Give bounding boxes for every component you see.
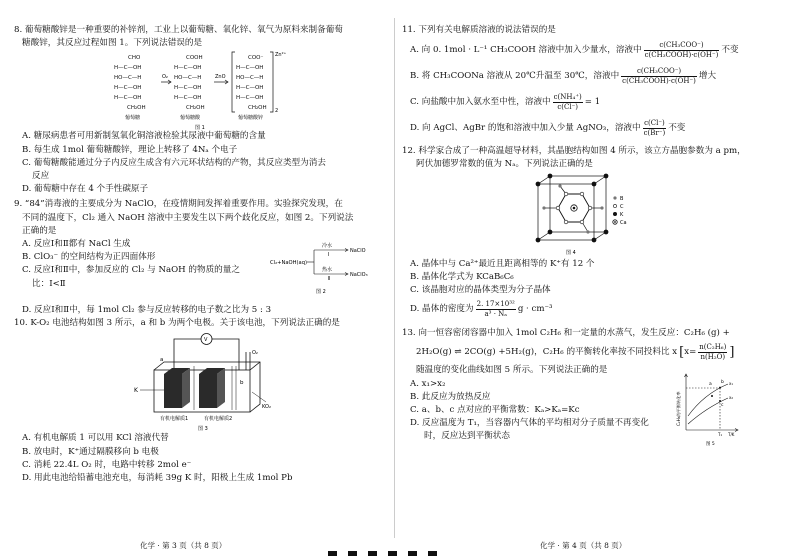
fig3-ko2: KO₂ — [262, 404, 271, 411]
q11-c-denominator: c(Cl⁻) — [557, 102, 579, 111]
separator-mark — [328, 551, 337, 556]
q9-options-and-figure — [14, 238, 386, 304]
fig2-reaction-2: Ⅱ — [328, 276, 331, 283]
figure-1 — [14, 50, 386, 130]
q11-a-text: A. 向 0. 1mol · L⁻¹ CH₃COOH 溶液中加入少量水，溶液中 — [410, 44, 642, 55]
fig2-product-1: NaClO — [350, 248, 366, 255]
column-divider — [394, 18, 395, 538]
q11-d-text: D. 向 AgCl、AgBr 的饱和溶液中加入少量 AgNO₃，溶液中 — [410, 122, 641, 133]
q12-option-a: A. 晶体中与 Ca²⁺最近且距离相等的 K⁺有 12 个 — [410, 258, 595, 269]
q12-d-post: g · cm⁻³ — [517, 303, 553, 314]
fig2-hot-water: 热水 — [322, 267, 333, 274]
q13-stem-line1: 13. 向一恒容密闭容器中加入 1mol C₂H₆ 和一定量的水蒸气，发生反应：C₂H₆ (g) + — [402, 328, 730, 339]
q13-options-and-figure — [402, 378, 782, 458]
q10-option-d: D. 用此电池给铅蓄电池充电，每消耗 39g K 时，阳极上生成 1mol Pb — [22, 473, 293, 484]
q11-b-post: 增大 — [698, 70, 717, 81]
fig3-o2: O₂ — [252, 350, 258, 357]
q11-d-post: 不变 — [668, 122, 686, 133]
q8-option-c-line2: 反应 — [32, 171, 50, 182]
q13-option-b: B. 此反应为放热反应 — [410, 391, 491, 402]
q12-option-b: B. 晶体化学式为 KCaB₆C₆ — [410, 271, 514, 282]
fig3-k: K — [134, 387, 138, 395]
figure-5 — [676, 368, 746, 446]
q12-d-text: D. 晶体的密度为 — [410, 303, 474, 314]
q13-bracket-close: ] — [729, 344, 735, 360]
fig5-ylabel: C₂H₆的平衡转化率 — [676, 391, 681, 426]
q11-option-d — [410, 115, 782, 141]
q11-a-numerator: c(CH₃COO⁻) — [644, 41, 720, 51]
fig1-label-glucose: 葡萄糖 — [125, 115, 141, 122]
q13-option-d-line1: D. 反应温度为 T₁，当容器内气体的平均相对分子质量不再变化 — [410, 418, 649, 429]
q9-option-c-line1: C. 反应Ⅰ和Ⅱ中，参加反应的 Cl₂ 与 NaOH 的物质的量之 — [22, 265, 240, 276]
fig4-legend-ca: Ca — [620, 219, 627, 226]
svg-text:COO⁻: COO⁻ — [248, 55, 264, 62]
svg-text:H—C—OH: H—C—OH — [236, 85, 264, 92]
fig3-electrode-b: b — [240, 380, 244, 387]
q11-a-fraction — [644, 41, 720, 60]
q10-stem: 10. K-O₂ 电池结构如图 3 所示，a 和 b 为两个电极。关于该电池，下列说法正确的是 — [14, 318, 340, 329]
q11-c-post: = 1 — [584, 96, 601, 107]
q12-d-numerator: 2. 17×10³² — [476, 299, 515, 308]
question-12 — [402, 145, 782, 321]
q9-stem-line2: 不同的温度下，Cl₂ 通入 NaOH 溶液中主要发生以下两个歧化反应，如图 2。下列说法 — [22, 212, 354, 223]
svg-text:H—C—OH: H—C—OH — [114, 85, 142, 92]
fig4-legend-k: K — [620, 211, 624, 218]
q11-d-denominator: c(Br⁻) — [643, 128, 666, 137]
figure-4 — [402, 172, 782, 258]
fig3-electrode-a: a — [160, 357, 164, 364]
svg-text:CH₂OH: CH₂OH — [248, 105, 267, 112]
svg-text:H—C—OH: H—C—OH — [174, 65, 202, 72]
svg-text:H—C—OH: H—C—OH — [174, 85, 202, 92]
q11-c-fraction — [553, 93, 583, 112]
q9-option-c-line2: 比：Ⅰ<Ⅱ — [32, 278, 66, 289]
figure-2-caption: 图 2 — [316, 289, 326, 296]
svg-text:HO—C—H: HO—C—H — [114, 75, 142, 82]
q11-a-denominator: c(CH₃COOH)·c(OH⁻) — [644, 50, 719, 59]
q12-option-c: C. 该晶胞对应的晶体类型为分子晶体 — [410, 285, 551, 296]
fig1-label-zinc: 葡萄糖酸锌 — [238, 115, 264, 122]
q11-b-denominator: c(CH₃COOH)·c(OH⁻) — [622, 76, 696, 85]
svg-text:HO—C—H: HO—C—H — [174, 75, 202, 82]
footer-left: 化学 · 第 3 页（共 8 页） — [140, 541, 227, 550]
q8-stem-line1: 8. 葡萄糖酸锌是一种重要的补锌剂，工业上以葡萄糖、氧化锌、氧气为原料来制备葡萄 — [14, 25, 343, 35]
fig5-point-b: b — [721, 379, 724, 385]
q12-option-d — [410, 297, 782, 321]
q11-d-numerator: c(Cl⁻) — [644, 118, 665, 127]
fig1-label-gluconic: 葡萄糖酸 — [180, 115, 201, 122]
svg-text:H—C—OH: H—C—OH — [114, 95, 142, 102]
q13-stem-line2 — [416, 340, 782, 364]
fig1-zn: Zn²⁺ — [275, 52, 287, 59]
q11-b-numerator: c(CH₃COO⁻) — [621, 67, 697, 77]
separator-mark — [388, 551, 397, 556]
q8-stem-line2: 糖酸锌，其反应过程如图 1。下列说法错误的是 — [22, 38, 203, 49]
q13-x-label: x= — [684, 346, 697, 357]
q11-option-b — [410, 63, 782, 89]
q10-option-b: B. 放电时，K⁺通过隔膜移向 b 电极 — [22, 446, 159, 457]
separator-mark — [428, 551, 437, 556]
q13-ratio-numerator: n(C₂H₆) — [699, 342, 727, 351]
right-column — [402, 24, 782, 458]
svg-text:H—C—OH: H—C—OH — [174, 95, 202, 102]
q13-bracket-open: [ — [679, 344, 685, 360]
question-11 — [402, 24, 782, 141]
q13-option-a: A. x₁>x₂ — [410, 378, 446, 389]
q12-d-denominator: a³ · Nₐ — [484, 309, 507, 318]
q9-option-a: A. 反应Ⅰ和Ⅱ都有 NaCl 生成 — [22, 239, 131, 250]
q12-stem-line1: 12. 科学家合成了一种高温超导材料，其晶胞结构如图 4 所示，该立方晶胞参数为 a pm， — [402, 146, 746, 157]
svg-text:COOH: COOH — [186, 55, 203, 62]
left-column — [14, 24, 386, 485]
q9-stem-line1: 9. “84”消毒液的主要成分为 NaClO，在疫情期间发挥着重要作用。实验探究发现，在 — [14, 199, 343, 210]
figure-3-caption: 图 3 — [198, 426, 208, 433]
fig4-legend-b: B — [620, 195, 624, 202]
q11-option-a — [410, 37, 782, 63]
q10-option-c: C. 消耗 22.4L O₂ 时，电路中转移 2mol e⁻ — [22, 459, 192, 470]
separator-mark — [368, 551, 377, 556]
figure-3-battery — [14, 330, 386, 432]
fig5-curve-x1: x₁ — [729, 380, 733, 386]
question-13 — [402, 327, 782, 457]
q11-stem: 11. 下列有关电解质溶液的说法错误的是 — [402, 25, 556, 35]
figure-4-unit-cell — [402, 172, 782, 258]
figure-2 — [270, 240, 382, 296]
q11-option-c — [410, 89, 782, 115]
fig3-voltmeter: V — [204, 337, 208, 344]
fig1-o2: O₂ — [162, 74, 168, 81]
q8-option-b: B. 每生成 1mol 葡萄糖酸锌，理论上转移了 4Nₐ 个电子 — [22, 144, 238, 155]
q13-option-c: C. a、b、c 点对应的平衡常数：Kₐ>Kₐ=Kc — [410, 405, 580, 416]
svg-text:CH₂OH: CH₂OH — [186, 105, 205, 112]
q11-a-post: 不变 — [721, 44, 739, 55]
figure-1-caption: 图 1 — [195, 125, 205, 131]
svg-text:CHO: CHO — [128, 55, 141, 62]
separator-mark — [348, 551, 357, 556]
q9-option-b: B. ClO₃⁻ 的空间结构为正四面体形 — [22, 252, 156, 263]
fig1-zno: ZnO — [215, 74, 226, 81]
q11-b-text: B. 将 CH₃COONa 溶液从 20℃升温至 30℃，溶液中 — [410, 70, 620, 81]
fig5-point-c: c — [721, 402, 724, 408]
fig5-point-a: a — [709, 381, 712, 387]
question-8 — [14, 24, 386, 196]
fig2-product-2: NaClO₃ — [350, 272, 368, 279]
footer-right: 化学 · 第 4 页（共 8 页） — [540, 541, 627, 550]
q12-stem-line2: 阿伏加德罗常数的值为 Nₐ。下列说法正确的是 — [416, 159, 593, 170]
q13-ratio-denominator: n(H₂O) — [700, 352, 726, 361]
q12-d-fraction — [476, 300, 516, 319]
fig2-cold-water: 冷水 — [322, 243, 333, 250]
svg-text:H—C—OH: H—C—OH — [114, 65, 142, 72]
fig5-curve-x2: x₂ — [729, 394, 733, 400]
fig2-reaction-1: Ⅰ — [328, 252, 330, 259]
figure-1-structures — [14, 50, 386, 130]
figure-3 — [14, 330, 386, 432]
fig1-sub2: 2 — [275, 108, 279, 115]
q13-option-d-line2: 时，反应达到平衡状态 — [424, 431, 510, 442]
footer-separator — [328, 541, 448, 560]
svg-text:H—C—OH: H—C—OH — [236, 65, 264, 72]
fig2-reactant: Cl₂+NaOH(aq) — [270, 260, 308, 267]
fig3-label-electrolyte-2: 有机电解质2 — [204, 416, 233, 423]
q8-option-d: D. 葡萄糖中存在 4 个手性碳原子 — [22, 184, 149, 195]
question-9 — [14, 198, 386, 317]
separator-mark — [408, 551, 417, 556]
q11-c-text: C. 向盐酸中加入氨水至中性，溶液中 — [410, 96, 551, 107]
q8-option-c-line1: C. 葡萄糖酸能通过分子内反应生成含有六元环状结构的产物，其反应类型为消去 — [22, 157, 326, 168]
fig3-label-electrolyte-1: 有机电解质1 — [160, 416, 189, 423]
q10-option-a: A. 有机电解质 1 可以用 KCl 溶液代替 — [22, 433, 169, 444]
svg-text:H—C—OH: H—C—OH — [236, 95, 264, 102]
fig5-t1: T₁ — [718, 431, 723, 437]
figure-5-caption: 图 5 — [706, 441, 715, 446]
q9-option-d: D. 反应Ⅰ和Ⅱ中，每 1mol Cl₂ 参与反应转移的电子数之比为 5 : 3 — [22, 305, 272, 316]
svg-text:CH₂OH: CH₂OH — [127, 105, 146, 112]
q11-d-fraction — [643, 119, 667, 138]
q13-stem-line3: 随温度的变化曲线如图 5 所示。下列说法正确的是 — [416, 365, 608, 376]
q11-c-numerator: c(NH₄⁺) — [553, 92, 582, 101]
q13-stem-line2-text: 2H₂O(g) ⇌ 2CO(g) +5H₂(g)，C₂H₆ 的平衡转化率按不同投料比 x — [416, 346, 678, 357]
q8-option-a: A. 糖尿病患者可用新制氢氧化铜溶液检验其尿液中葡萄糖的含量 — [22, 131, 266, 142]
question-10 — [14, 317, 386, 485]
figure-4-caption: 图 4 — [566, 249, 576, 256]
fig5-tk: T/K — [728, 431, 735, 437]
q11-b-fraction — [621, 67, 697, 86]
q9-stem-line3: 正确的是 — [22, 225, 57, 236]
svg-text:HO—C—H: HO—C—H — [236, 75, 264, 82]
fig4-legend-c: C — [620, 203, 624, 210]
q13-ratio-fraction — [698, 343, 727, 362]
